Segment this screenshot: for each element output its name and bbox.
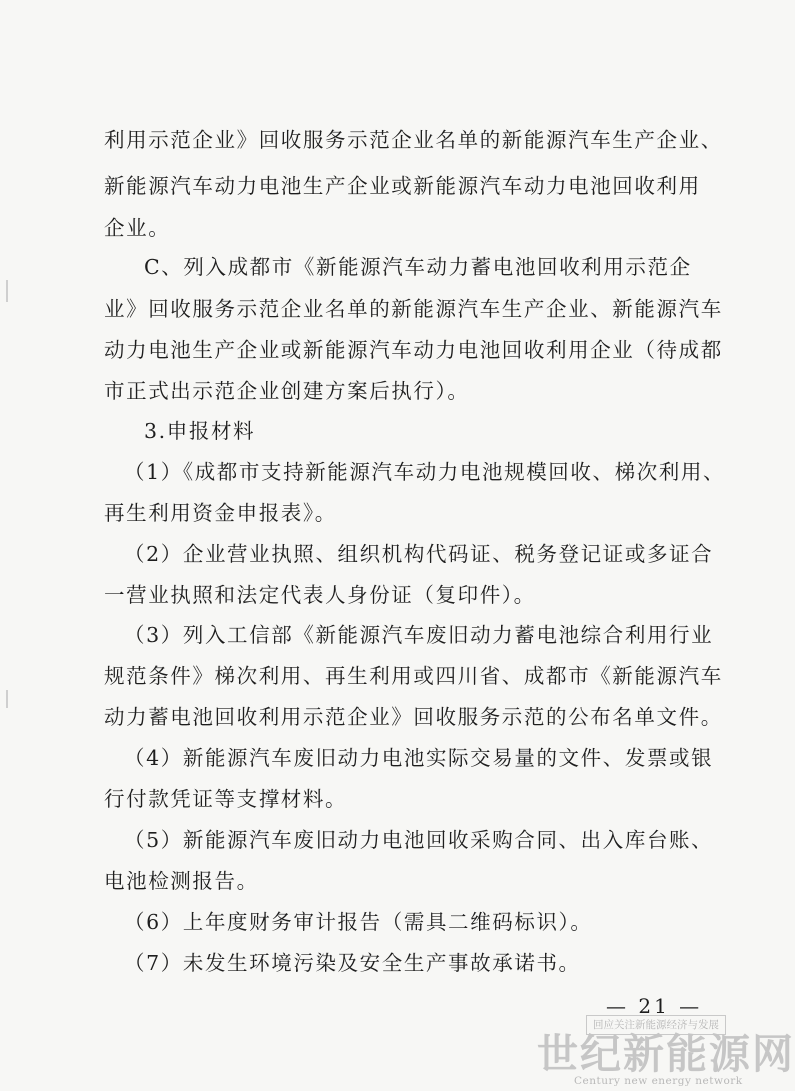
- watermark-tagline: 回应关注新能源经济与发展: [586, 1015, 726, 1035]
- body-line: 电池检测报告。: [104, 869, 259, 893]
- section-heading: 3.申报材料: [144, 419, 256, 443]
- body-line: （2）企业营业执照、组织机构代码证、税务登记证或多证合: [124, 542, 714, 566]
- body-line: 业》回收服务示范企业名单的新能源汽车生产企业、新能源汽车: [104, 297, 723, 321]
- body-line: （4）新能源汽车废旧动力电池实际交易量的文件、发票或银: [124, 746, 714, 770]
- body-line: 行付款凭证等支撑材料。: [104, 787, 348, 811]
- body-line: 动力电池生产企业或新能源汽车动力电池回收利用企业（待成都: [104, 338, 723, 362]
- watermark-logo-text: 世纪新能源网: [537, 1030, 795, 1078]
- body-line: （6）上年度财务审计报告（需具二维码标识）。: [124, 910, 593, 934]
- body-line: 再生利用资金申报表》。: [104, 501, 337, 525]
- body-line: 利用示范企业》回收服务示范企业名单的新能源汽车生产企业、: [104, 128, 723, 152]
- scan-mark: [6, 280, 8, 302]
- body-line: C、列入成都市《新能源汽车动力蓄电池回收利用示范企: [144, 255, 692, 279]
- body-line: 规范条件》梯次利用、再生利用或四川省、成都市《新能源汽车: [104, 664, 723, 688]
- body-line: 企业。: [104, 216, 171, 240]
- page-number: — 21 —: [606, 994, 703, 1018]
- watermark-subtitle: Century new energy network: [574, 1075, 743, 1087]
- body-line: （1）《成都市支持新能源汽车动力电池规模回收、梯次利用、: [124, 460, 726, 484]
- body-line: 一营业执照和法定代表人身份证（复印件）。: [104, 583, 536, 607]
- body-line: 市正式出示范企业创建方案后执行）。: [104, 379, 470, 403]
- body-line: （3）列入工信部《新能源汽车废旧动力蓄电池综合利用行业: [124, 623, 714, 647]
- body-line: 动力蓄电池回收利用示范企业》回收服务示范的公布名单文件。: [104, 705, 723, 729]
- scan-mark: [6, 690, 8, 708]
- body-line: 新能源汽车动力电池生产企业或新能源汽车动力电池回收利用: [104, 174, 701, 198]
- body-line: （7）未发生环境污染及安全生产事故承诺书。: [124, 951, 581, 975]
- body-line: （5）新能源汽车废旧动力电池回收采购合同、出入库台账、: [124, 828, 714, 852]
